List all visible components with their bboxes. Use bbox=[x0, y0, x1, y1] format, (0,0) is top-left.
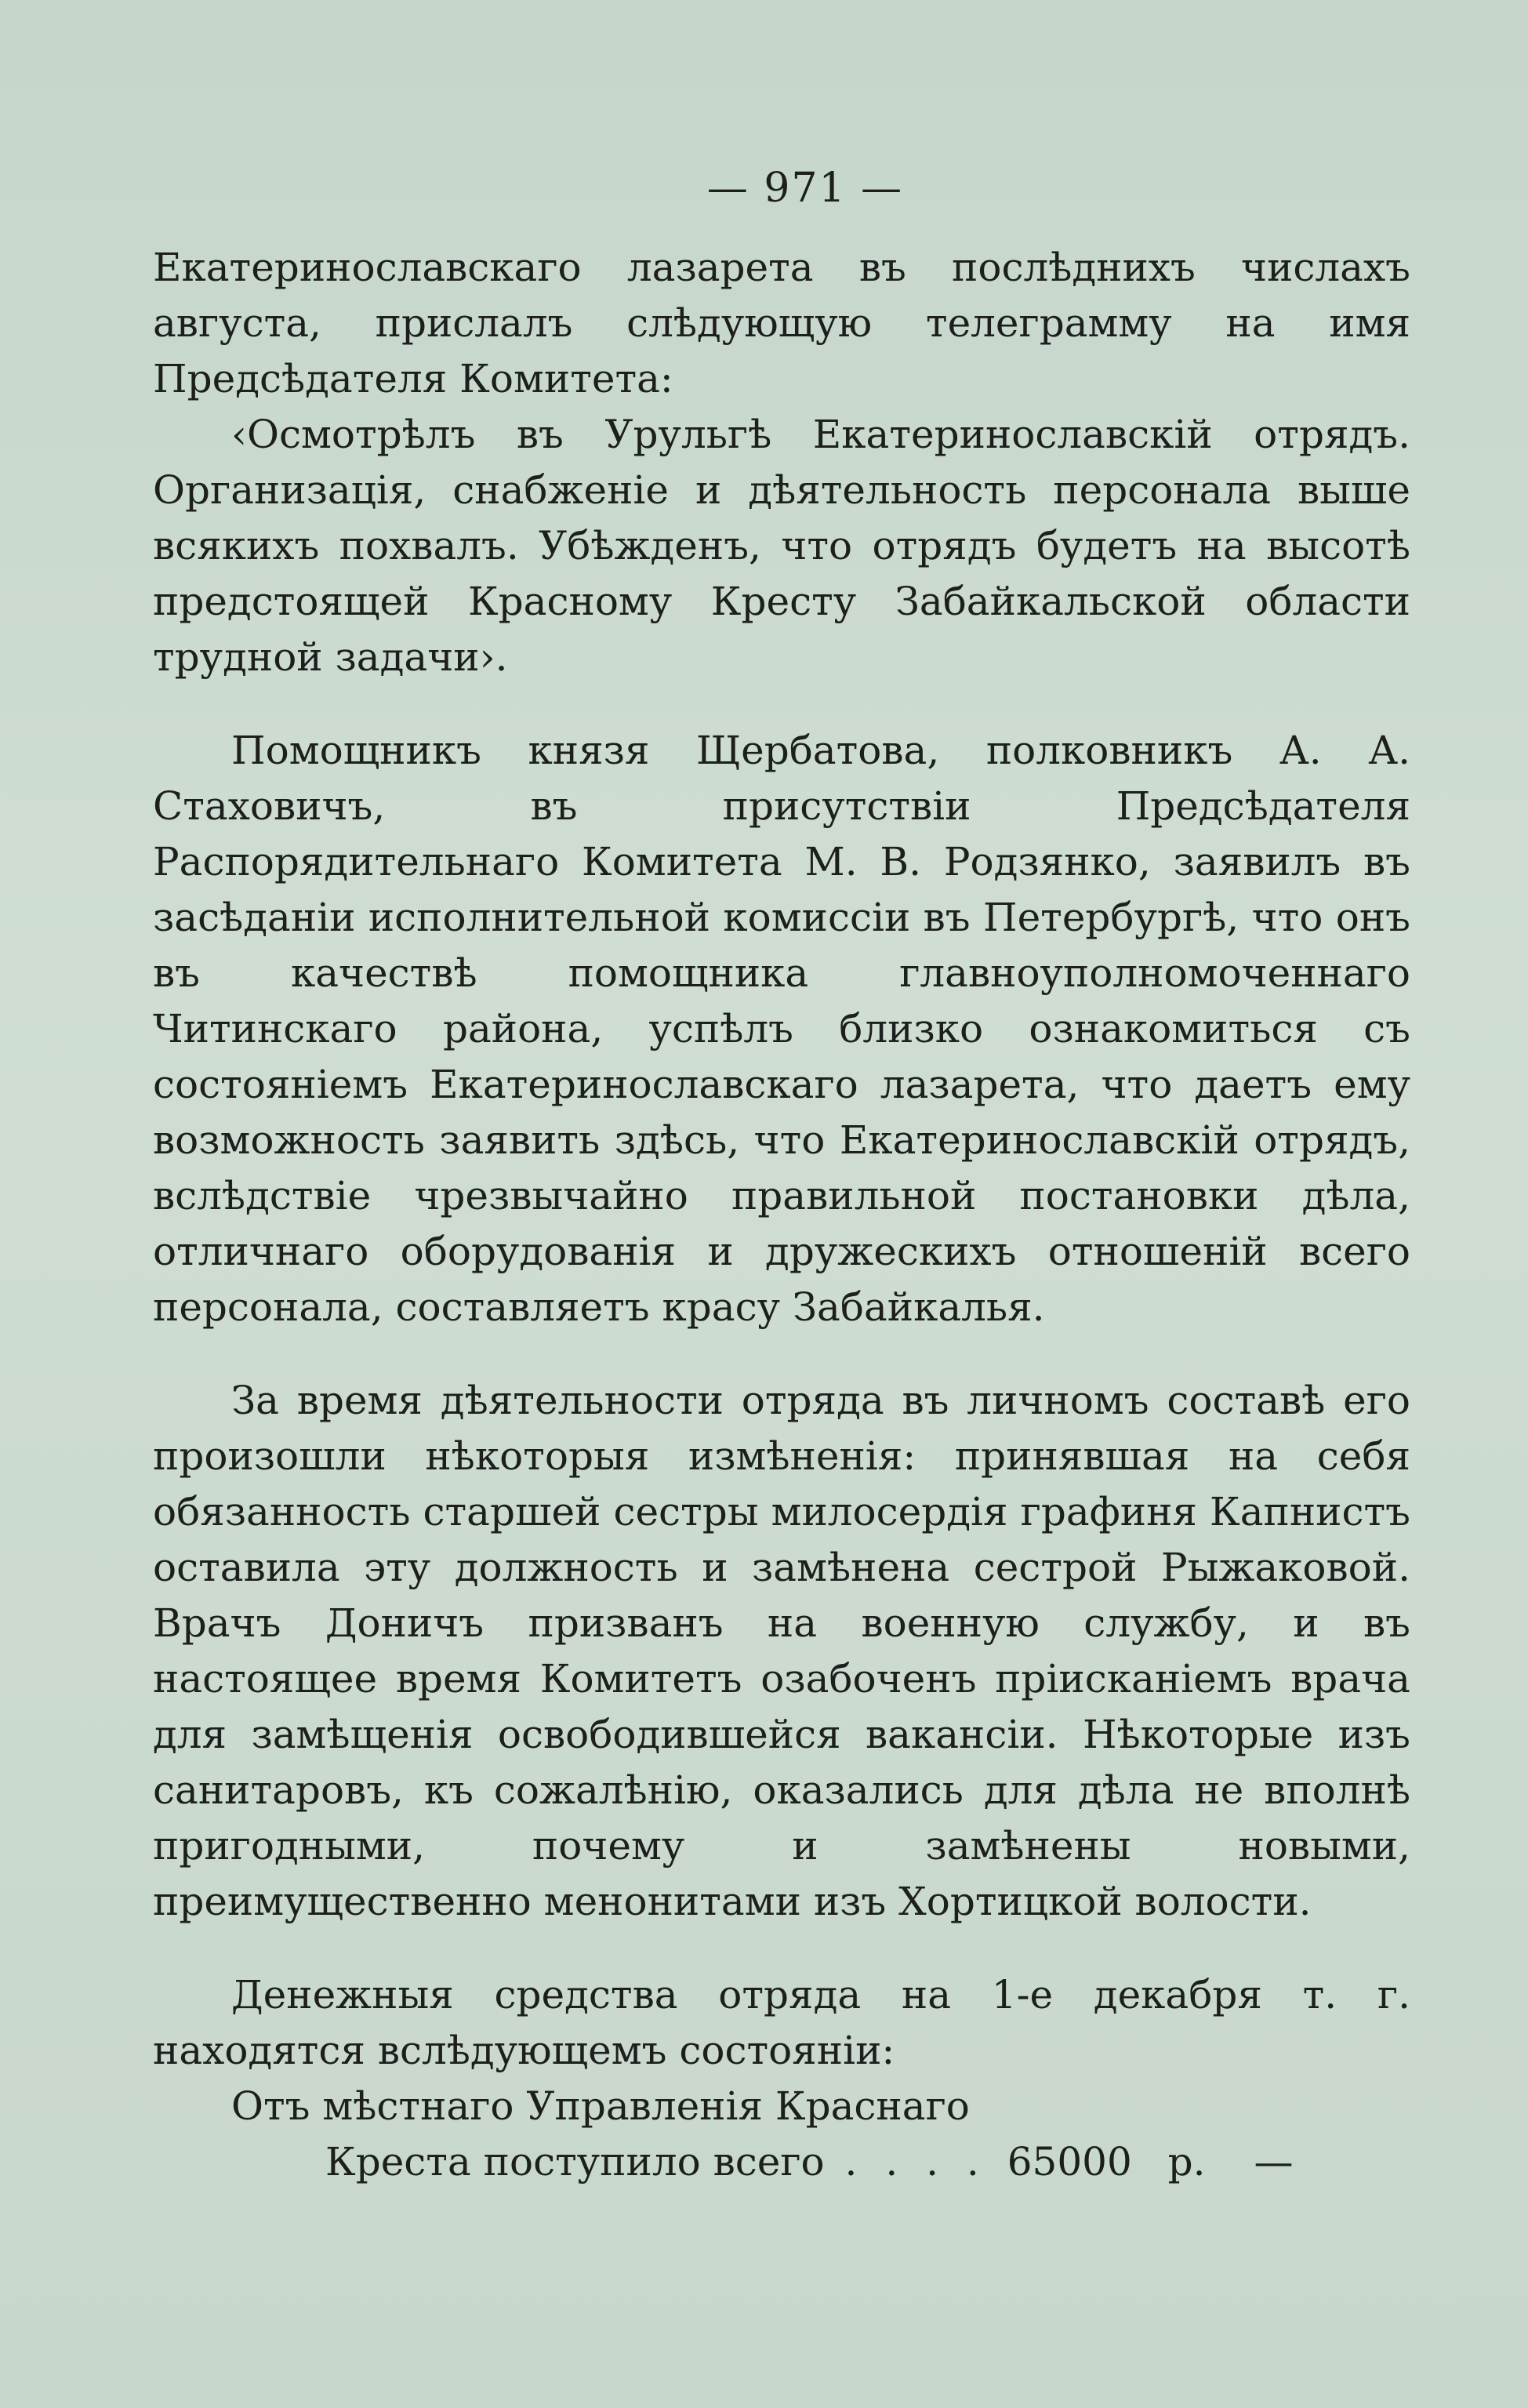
paragraph-gap bbox=[153, 1335, 1410, 1373]
funds-source-line: Отъ мѣстнаго Управленiя Краснаго bbox=[231, 2083, 970, 2129]
body-text bbox=[153, 240, 1410, 2079]
paragraph-telegram: ‹Осмотрѣлъ въ Урульгѣ Екатеринославскiй отрядъ. Организацiя, снабженiе и дѣятельность персонала выше всякихъ похвалъ. Убѣжденъ, что отрядъ будетъ на высотѣ предстоящей Красному Кресту Забайкальской области трудной задачи›. bbox=[153, 412, 1410, 680]
page-number: — 971 — bbox=[706, 165, 904, 212]
funds-total-label: Креста поступило всего bbox=[325, 2139, 825, 2185]
funds-amount: 65000 bbox=[1007, 2139, 1132, 2185]
paragraph-staff-changes: За время дѣятельности отряда въ личномъ составѣ его произошли нѣкоторыя измѣненiя: принявшая на себя обязанность старшей сестры милосердiя графиня Капнистъ оставила эту должность и замѣнена сестрой Рыжаковой. Врачъ Доничъ призванъ на военную службу, и въ настоящее время Комитетъ озабоченъ прiисканiемъ врача для замѣщенiя освободившейся вакансiи. Нѣкоторые изъ санитаровъ, къ сожалѣнiю, оказались для дѣла не вполнѣ пригодными, почему и замѣнены новыми, преимущественно менонитами изъ Хортицкой волости. bbox=[153, 1378, 1410, 1924]
funds-leader-dots: . . . . bbox=[844, 2139, 987, 2185]
paragraph-gap bbox=[153, 1930, 1410, 1967]
paragraph-stakhovich: Помощникъ князя Щербатова, полковникъ А. А. Стаховичъ, въ присутствiи Предсѣдателя Распорядительнаго Комитета М. В. Родзянко, заявилъ въ засѣданiи исполнительной комиссiи въ Петербургѣ, что онъ въ качествѣ помощника главноуполномоченнаго Читинскаго района, успѣлъ близко ознакомиться съ состоянiемъ Екатеринославскаго лазарета, что даетъ ему возможность заявить здѣсь, что Екатеринославскiй отрядъ, вслѣдствiе чрезвычайно правильной постановки дѣла, отличнаго оборудованiя и дружескихъ отношенiй всего персонала, составляетъ красу Забайкалья. bbox=[153, 728, 1410, 1330]
funds-currency: р. bbox=[1167, 2139, 1206, 2185]
paragraph-intro: Екатеринославскаго лазарета въ послѣднихъ числахъ августа, прислалъ слѣдующую телеграмму на имя Предсѣдателя Комитета: bbox=[153, 245, 1410, 401]
paragraph-gap bbox=[153, 685, 1410, 723]
funds-total-line bbox=[153, 2134, 1410, 2190]
paragraph-funds-intro: Денежныя средства отряда на 1-е декабря т. г. находятся вслѣдующемъ состоянiи: bbox=[153, 1972, 1410, 2073]
funds-dash: — bbox=[1254, 2139, 1294, 2185]
